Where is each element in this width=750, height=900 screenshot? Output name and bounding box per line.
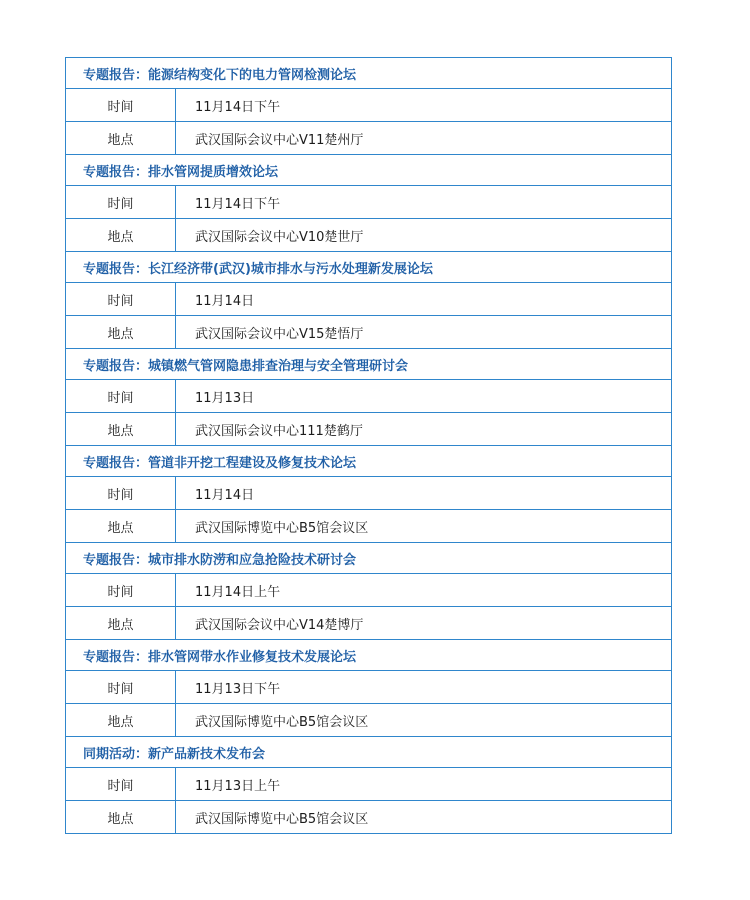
section-header-row xyxy=(66,252,672,283)
section-title: 专题报告：长江经济带(武汉)城市排水与污水处理新发展论坛 xyxy=(66,252,672,283)
location-label: 地点 xyxy=(66,704,176,737)
location-label: 地点 xyxy=(66,219,176,252)
table-row xyxy=(66,768,672,801)
location-label: 地点 xyxy=(66,316,176,349)
time-label: 时间 xyxy=(66,477,176,510)
table-row xyxy=(66,801,672,834)
time-value: 11月13日上午 xyxy=(176,768,672,801)
table-row xyxy=(66,704,672,737)
time-value: 11月14日上午 xyxy=(176,574,672,607)
time-label: 时间 xyxy=(66,380,176,413)
table-row xyxy=(66,413,672,446)
time-value: 11月14日 xyxy=(176,283,672,316)
section-title: 专题报告：能源结构变化下的电力管网检测论坛 xyxy=(66,58,672,89)
section-header-row xyxy=(66,155,672,186)
section-title: 专题报告：城市排水防涝和应急抢险技术研讨会 xyxy=(66,543,672,574)
table-row xyxy=(66,219,672,252)
table-row xyxy=(66,316,672,349)
schedule-table xyxy=(65,57,672,834)
time-label: 时间 xyxy=(66,574,176,607)
location-label: 地点 xyxy=(66,122,176,155)
table-row xyxy=(66,89,672,122)
section-header-row xyxy=(66,446,672,477)
location-value: 武汉国际会议中心V11楚州厅 xyxy=(176,122,672,155)
table-row xyxy=(66,607,672,640)
section-title: 同期活动：新产品新技术发布会 xyxy=(66,737,672,768)
time-value: 11月14日下午 xyxy=(176,186,672,219)
schedule-table-body xyxy=(66,58,672,834)
location-label: 地点 xyxy=(66,607,176,640)
section-title: 专题报告：排水管网带水作业修复技术发展论坛 xyxy=(66,640,672,671)
section-header-row xyxy=(66,640,672,671)
section-header-row xyxy=(66,58,672,89)
section-header-row xyxy=(66,543,672,574)
time-label: 时间 xyxy=(66,89,176,122)
table-row xyxy=(66,283,672,316)
time-label: 时间 xyxy=(66,283,176,316)
table-row xyxy=(66,574,672,607)
table-row xyxy=(66,186,672,219)
time-value: 11月13日 xyxy=(176,380,672,413)
table-row xyxy=(66,122,672,155)
section-header-row xyxy=(66,349,672,380)
location-label: 地点 xyxy=(66,801,176,834)
location-value: 武汉国际博览中心B5馆会议区 xyxy=(176,801,672,834)
time-label: 时间 xyxy=(66,671,176,704)
time-label: 时间 xyxy=(66,186,176,219)
location-value: 武汉国际博览中心B5馆会议区 xyxy=(176,704,672,737)
time-value: 11月14日下午 xyxy=(176,89,672,122)
location-label: 地点 xyxy=(66,413,176,446)
table-row xyxy=(66,380,672,413)
table-row xyxy=(66,477,672,510)
location-value: 武汉国际博览中心B5馆会议区 xyxy=(176,510,672,543)
time-label: 时间 xyxy=(66,768,176,801)
time-value: 11月14日 xyxy=(176,477,672,510)
table-row xyxy=(66,671,672,704)
table-row xyxy=(66,510,672,543)
section-title: 专题报告：城镇燃气管网隐患排查治理与安全管理研讨会 xyxy=(66,349,672,380)
section-title: 专题报告：排水管网提质增效论坛 xyxy=(66,155,672,186)
location-value: 武汉国际会议中心V10楚世厅 xyxy=(176,219,672,252)
location-label: 地点 xyxy=(66,510,176,543)
location-value: 武汉国际会议中心111楚鹤厅 xyxy=(176,413,672,446)
section-header-row xyxy=(66,737,672,768)
location-value: 武汉国际会议中心V15楚悟厅 xyxy=(176,316,672,349)
section-title: 专题报告：管道非开挖工程建设及修复技术论坛 xyxy=(66,446,672,477)
location-value: 武汉国际会议中心V14楚博厅 xyxy=(176,607,672,640)
time-value: 11月13日下午 xyxy=(176,671,672,704)
